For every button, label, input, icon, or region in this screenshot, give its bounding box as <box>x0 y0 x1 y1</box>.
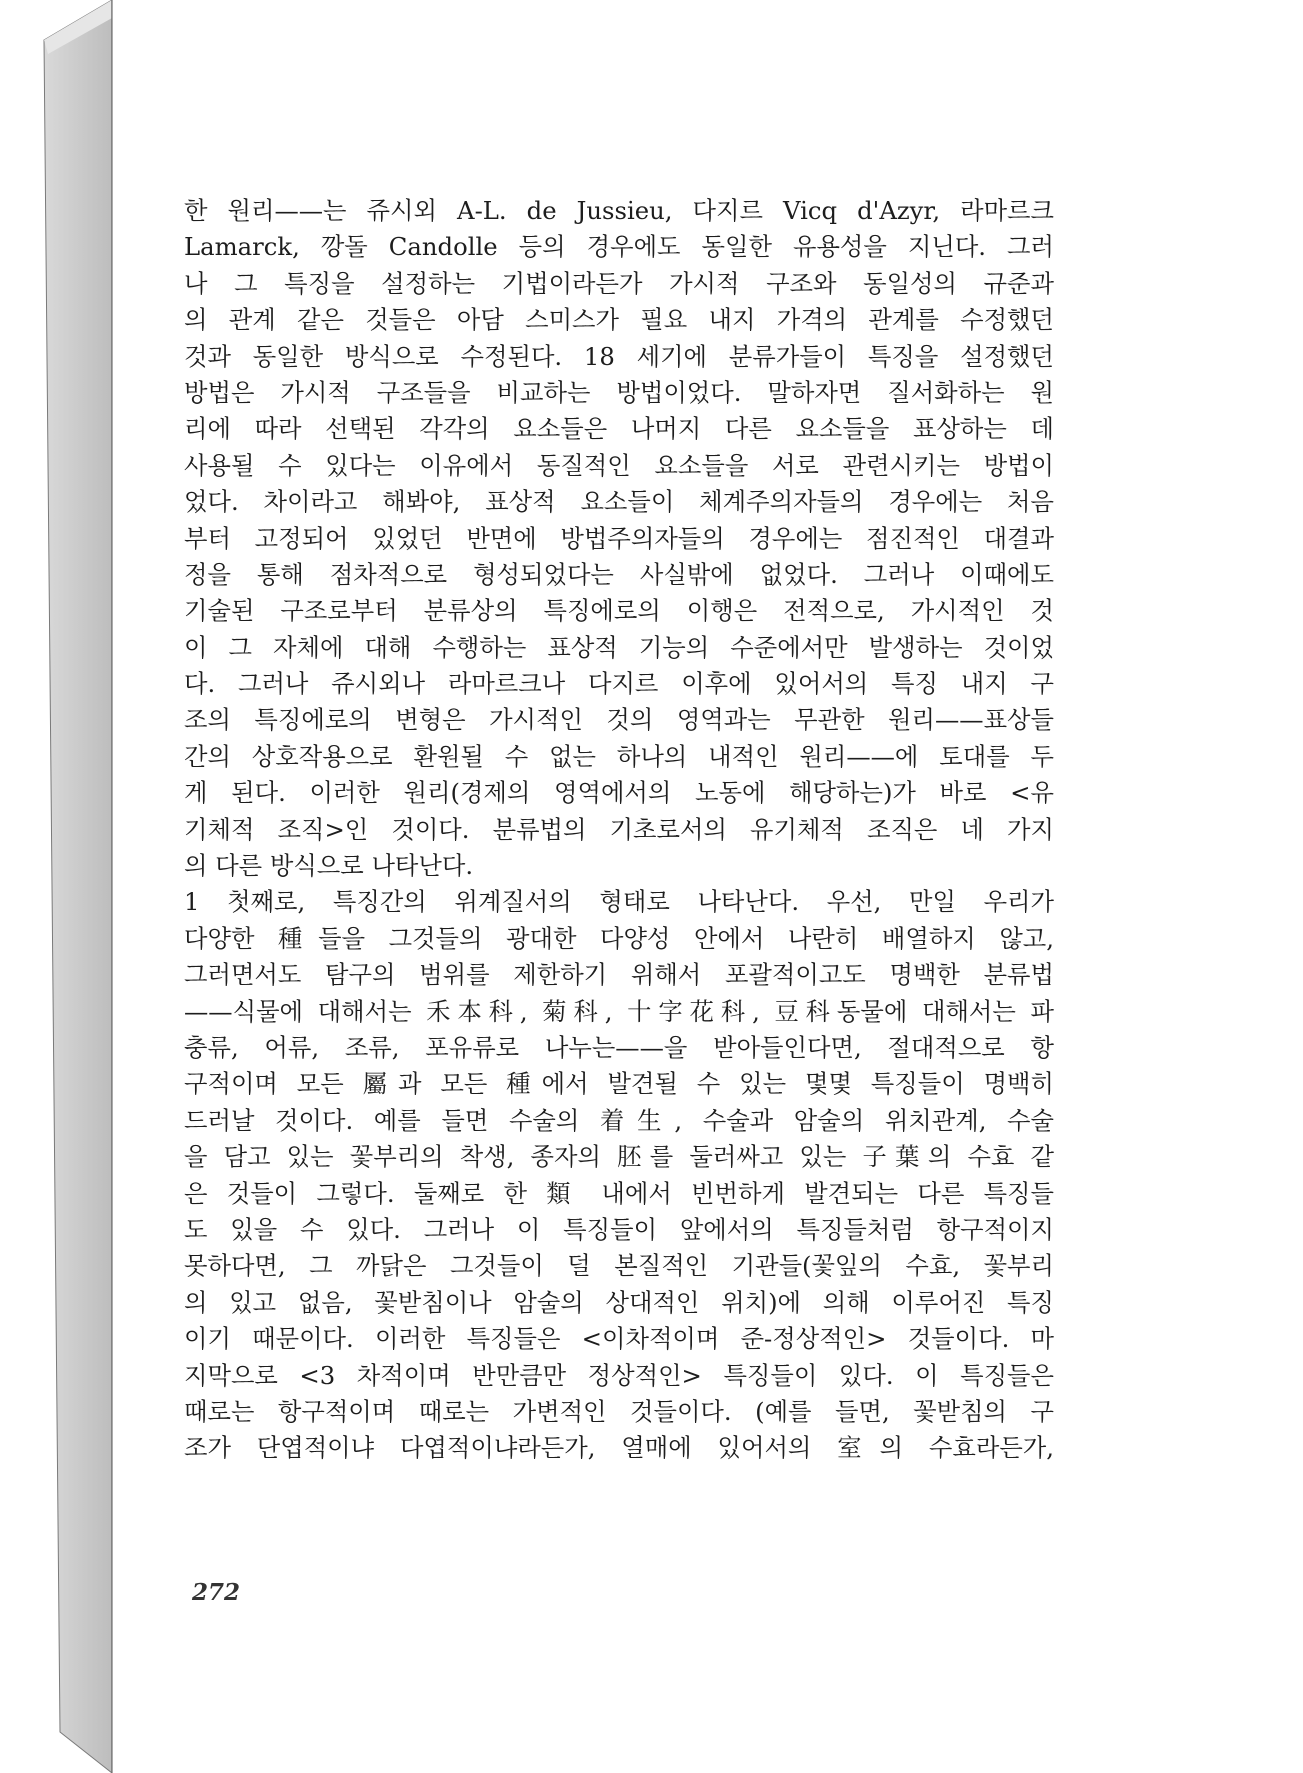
text-line: 방법은 가시적 구조들을 비교하는 방법이었다. 말하자면 질서화하는 원 <box>184 377 1054 407</box>
text-line: 게 된다. 이러한 원리(경제의 영역에서의 노동에 해당하는)가 바로 <유 <box>184 778 1054 808</box>
text-line: 1 첫째로, 특징간의 위계질서의 형태로 나타난다. 우선, 만일 우리가 <box>184 887 1054 917</box>
text-line: 다. 그러나 쥬시외나 라마르크나 다지르 이후에 있어서의 특징 내지 구 <box>184 669 1054 699</box>
text-line: 한 원리——는 쥬시외 A-L. de Jussieu, 다지르 Vicq d'Azyr, 라마르크 <box>184 196 1054 225</box>
text-line: 도 있을 수 있다. 그러나 이 특징들이 앞에서의 특징들처럼 항구적이지 <box>184 1214 1054 1244</box>
text-line: Lamarck, 깡돌 Candolle 등의 경우에도 동일한 유용성을 지닌다. 그러 <box>184 232 1054 262</box>
text-line: 구적이며 모든 屬과 모든 種에서 발견될 수 있는 몇몇 특징들이 명백히 <box>184 1069 1054 1099</box>
text-line: 다양한 種들을 그것들의 광대한 다양성 안에서 나란히 배열하지 않고, <box>184 923 1054 953</box>
text-line: 간의 상호작용으로 환원될 수 없는 하나의 내적인 원리——에 토대를 두 <box>184 741 1054 771</box>
text-line: 었다. 차이라고 해봐야, 표상적 요소들이 체계주의자들의 경우에는 처음 <box>184 487 1054 517</box>
text-line: 리에 따라 선택된 각각의 요소들은 나머지 다른 요소들을 표상하는 데 <box>184 414 1054 444</box>
text-line: 의 다른 방식으로 나타난다. <box>184 851 474 881</box>
text-line: 것과 동일한 방식으로 수정된다. 18 세기에 분류가들이 특징을 설정했던 <box>184 341 1054 371</box>
page-body-text <box>184 193 1054 1467</box>
text-line: 지막으로 <3 차적이며 반만큼만 정상적인> 특징들이 있다. 이 특징들은 <box>184 1360 1054 1390</box>
text-line: 드러날 것이다. 예를 들면 수술의 着生, 수술과 암술의 위치관계, 수술 <box>184 1105 1054 1135</box>
text-line: 그러면서도 탐구의 범위를 제한하기 위해서 포괄적이고도 명백한 분류법 <box>184 960 1054 990</box>
text-line: ——식물에 대해서는 禾本科, 菊科, 十字花科, 豆科동물에 대해서는 파 <box>184 996 1054 1026</box>
text-line: 부터 고정되어 있었던 반면에 방법주의자들의 경우에는 점진적인 대결과 <box>184 523 1054 553</box>
text-line: 못하다면, 그 까닭은 그것들이 덜 본질적인 기관들(꽃잎의 수효, 꽃부리 <box>184 1251 1054 1281</box>
text-line: 조의 특징에로의 변형은 가시적인 것의 영역과는 무관한 원리——표상들 <box>184 705 1054 735</box>
text-line: 은 것들이 그렇다. 둘째로 한 類 내에서 빈번하게 발견되는 다른 특징들 <box>184 1178 1054 1208</box>
text-line: 조가 단엽적이냐 다엽적이냐라든가, 열매에 있어서의 室의 수효라든가, <box>184 1433 1054 1463</box>
text-line: 충류, 어류, 조류, 포유류로 나누는——을 받아들인다면, 절대적으로 항 <box>184 1032 1054 1062</box>
text-line: 사용될 수 있다는 이유에서 동질적인 요소들을 서로 관련시키는 방법이 <box>184 450 1054 480</box>
text-line: 의 관계 같은 것들은 아담 스미스가 필요 내지 가격의 관계를 수정했던 <box>184 305 1054 335</box>
text-line: 이기 때문이다. 이러한 특징들은 <이차적이며 준-정상적인> 것들이다. 마 <box>184 1324 1054 1354</box>
text-line: 기술된 구조로부터 분류상의 특징에로의 이행은 전적으로, 가시적인 것 <box>184 596 1054 626</box>
text-line: 나 그 특징을 설정하는 기법이라든가 가시적 구조와 동일성의 규준과 <box>184 268 1054 298</box>
text-line: 때로는 항구적이며 때로는 가변적인 것들이다. (예를 들면, 꽃받침의 구 <box>184 1396 1054 1426</box>
page-number: 272 <box>192 1579 241 1606</box>
text-line: 기체적 조직>인 것이다. 분류법의 기초로서의 유기체적 조직은 네 가지 <box>184 814 1054 844</box>
text-line: 을 담고 있는 꽃부리의 착생, 종자의 胚를 둘러싸고 있는 子葉의 수효 같 <box>184 1142 1054 1172</box>
text-line: 의 있고 없음, 꽃받침이나 암술의 상대적인 위치)에 의해 이루어진 특징 <box>184 1287 1054 1317</box>
text-line: 정을 통해 점차적으로 형성되었다는 사실밖에 없었다. 그러나 이때에도 <box>184 559 1054 589</box>
text-line: 이 그 자체에 대해 수행하는 표상적 기능의 수준에서만 발생하는 것이었 <box>184 632 1054 662</box>
